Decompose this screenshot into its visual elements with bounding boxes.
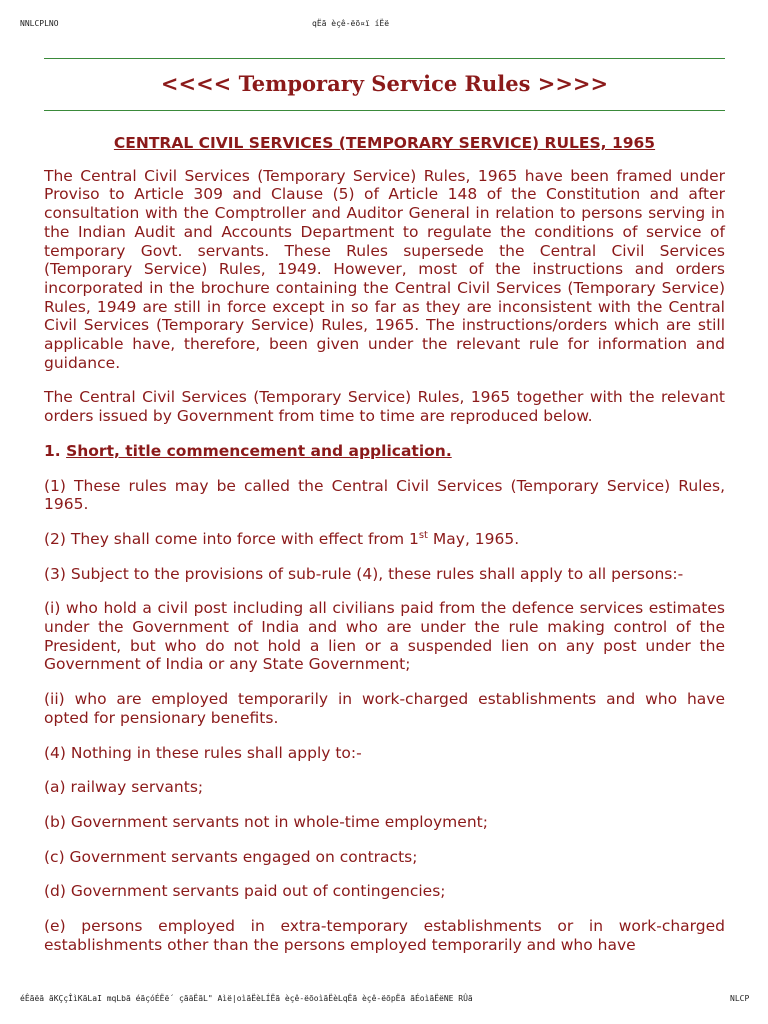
document-heading: CENTRAL CIVIL SERVICES (TEMPORARY SERVICE) RULES, 1965 (113, 134, 656, 152)
rule-1-3: (3) Subject to the provisions of sub-rule (4), these rules shall apply to all persons:- (44, 564, 684, 583)
rule-1-2-text-end: May, 1965. (427, 529, 520, 548)
rule-1-4-a: (a) railway servants; (44, 778, 204, 797)
rule-1-4-d: (d) Government servants paid out of contingencies; (44, 882, 446, 901)
intro-paragraph-1: The Central Civil Services (Temporary Service) Rules, 1965 have been framed under Proviso to Article 309 and Clause (5) of Article 148 of the Constitution and after consultation with the Comptroller and Auditor General in relation to persons serving in the Indian Audit and Accounts Department to regulate the conditions of service of temporary Govt. servants. These Rules supersede the Central Civil Services (Temporary Service) Rules, 1949. However, most of the instructions and orders incorporated in the brochure containing the Central Civil Services (Temporary Service) Rules, 1949 are still in force except in so far as they are inconsistent with the Central Civil Services (Temporary Service) Rules, 1965. The instructions/orders which are still applicable have, therefore, been given under the relevant rule for information and guidance. (44, 166, 725, 372)
rule-1-3-ii: (ii) who are employed temporarily in work-charged establishments and who have opted for pensionary benefits. (44, 690, 725, 727)
title-rule-bottom (44, 110, 725, 111)
section-1-number: 1. (44, 441, 67, 460)
intro-paragraph-2: The Central Civil Services (Temporary Service) Rules, 1965 together with the relevant orders issued by Government from time to time are reproduced below. (44, 388, 725, 426)
page-header-title: qËã èçê-ëõ¤ï íËë (312, 19, 390, 28)
rule-1-2-text: (2) They shall come into force with effect from 1 (44, 529, 419, 548)
section-1-title: Short, title commencement and application. (66, 441, 452, 460)
rule-1-4-c: (c) Government servants engaged on contracts; (44, 847, 418, 866)
page-footer-text: éÊãëã ãKÇçÎìKãLaI mqLbã éãçóÉËë´ çãäËãL" Aìë|oìãËèLÍËã èçê-ëõoìãËèLqËã èçê-ëõpËã ãÉoìãËëNE RÛã (20, 994, 473, 1003)
page-footer-code: NLCP (730, 994, 750, 1003)
rule-1-4: (4) Nothing in these rules shall apply to:- (44, 743, 362, 762)
rule-1-4-b: (b) Government servants not in whole-time employment; (44, 812, 488, 831)
rule-1-2 (44, 530, 725, 549)
rule-1-4-e: (e) persons employed in extra-temporary establishments or in work-charged establishments other than the persons employed temporarily and who have (44, 917, 725, 954)
rule-1-1: (1) These rules may be called the Central Civil Services (Temporary Service) Rules, 1965. (44, 476, 725, 514)
document-body (44, 134, 725, 971)
page-header-code: NNLCPLNO (20, 19, 59, 28)
section-1-heading (44, 442, 725, 461)
rule-1-3-i: (i) who hold a civil post including all civilians paid from the defence services estimates under the Government of India and who are under the rule making control of the President, but who do not hold a lien or a suspended lien on any post under the Government of India or any State Government; (44, 599, 725, 674)
page-title: <<<< Temporary Service Rules >>>> (160, 71, 609, 96)
title-rule-top (44, 58, 725, 59)
rule-1-2-superscript: st (418, 529, 428, 541)
